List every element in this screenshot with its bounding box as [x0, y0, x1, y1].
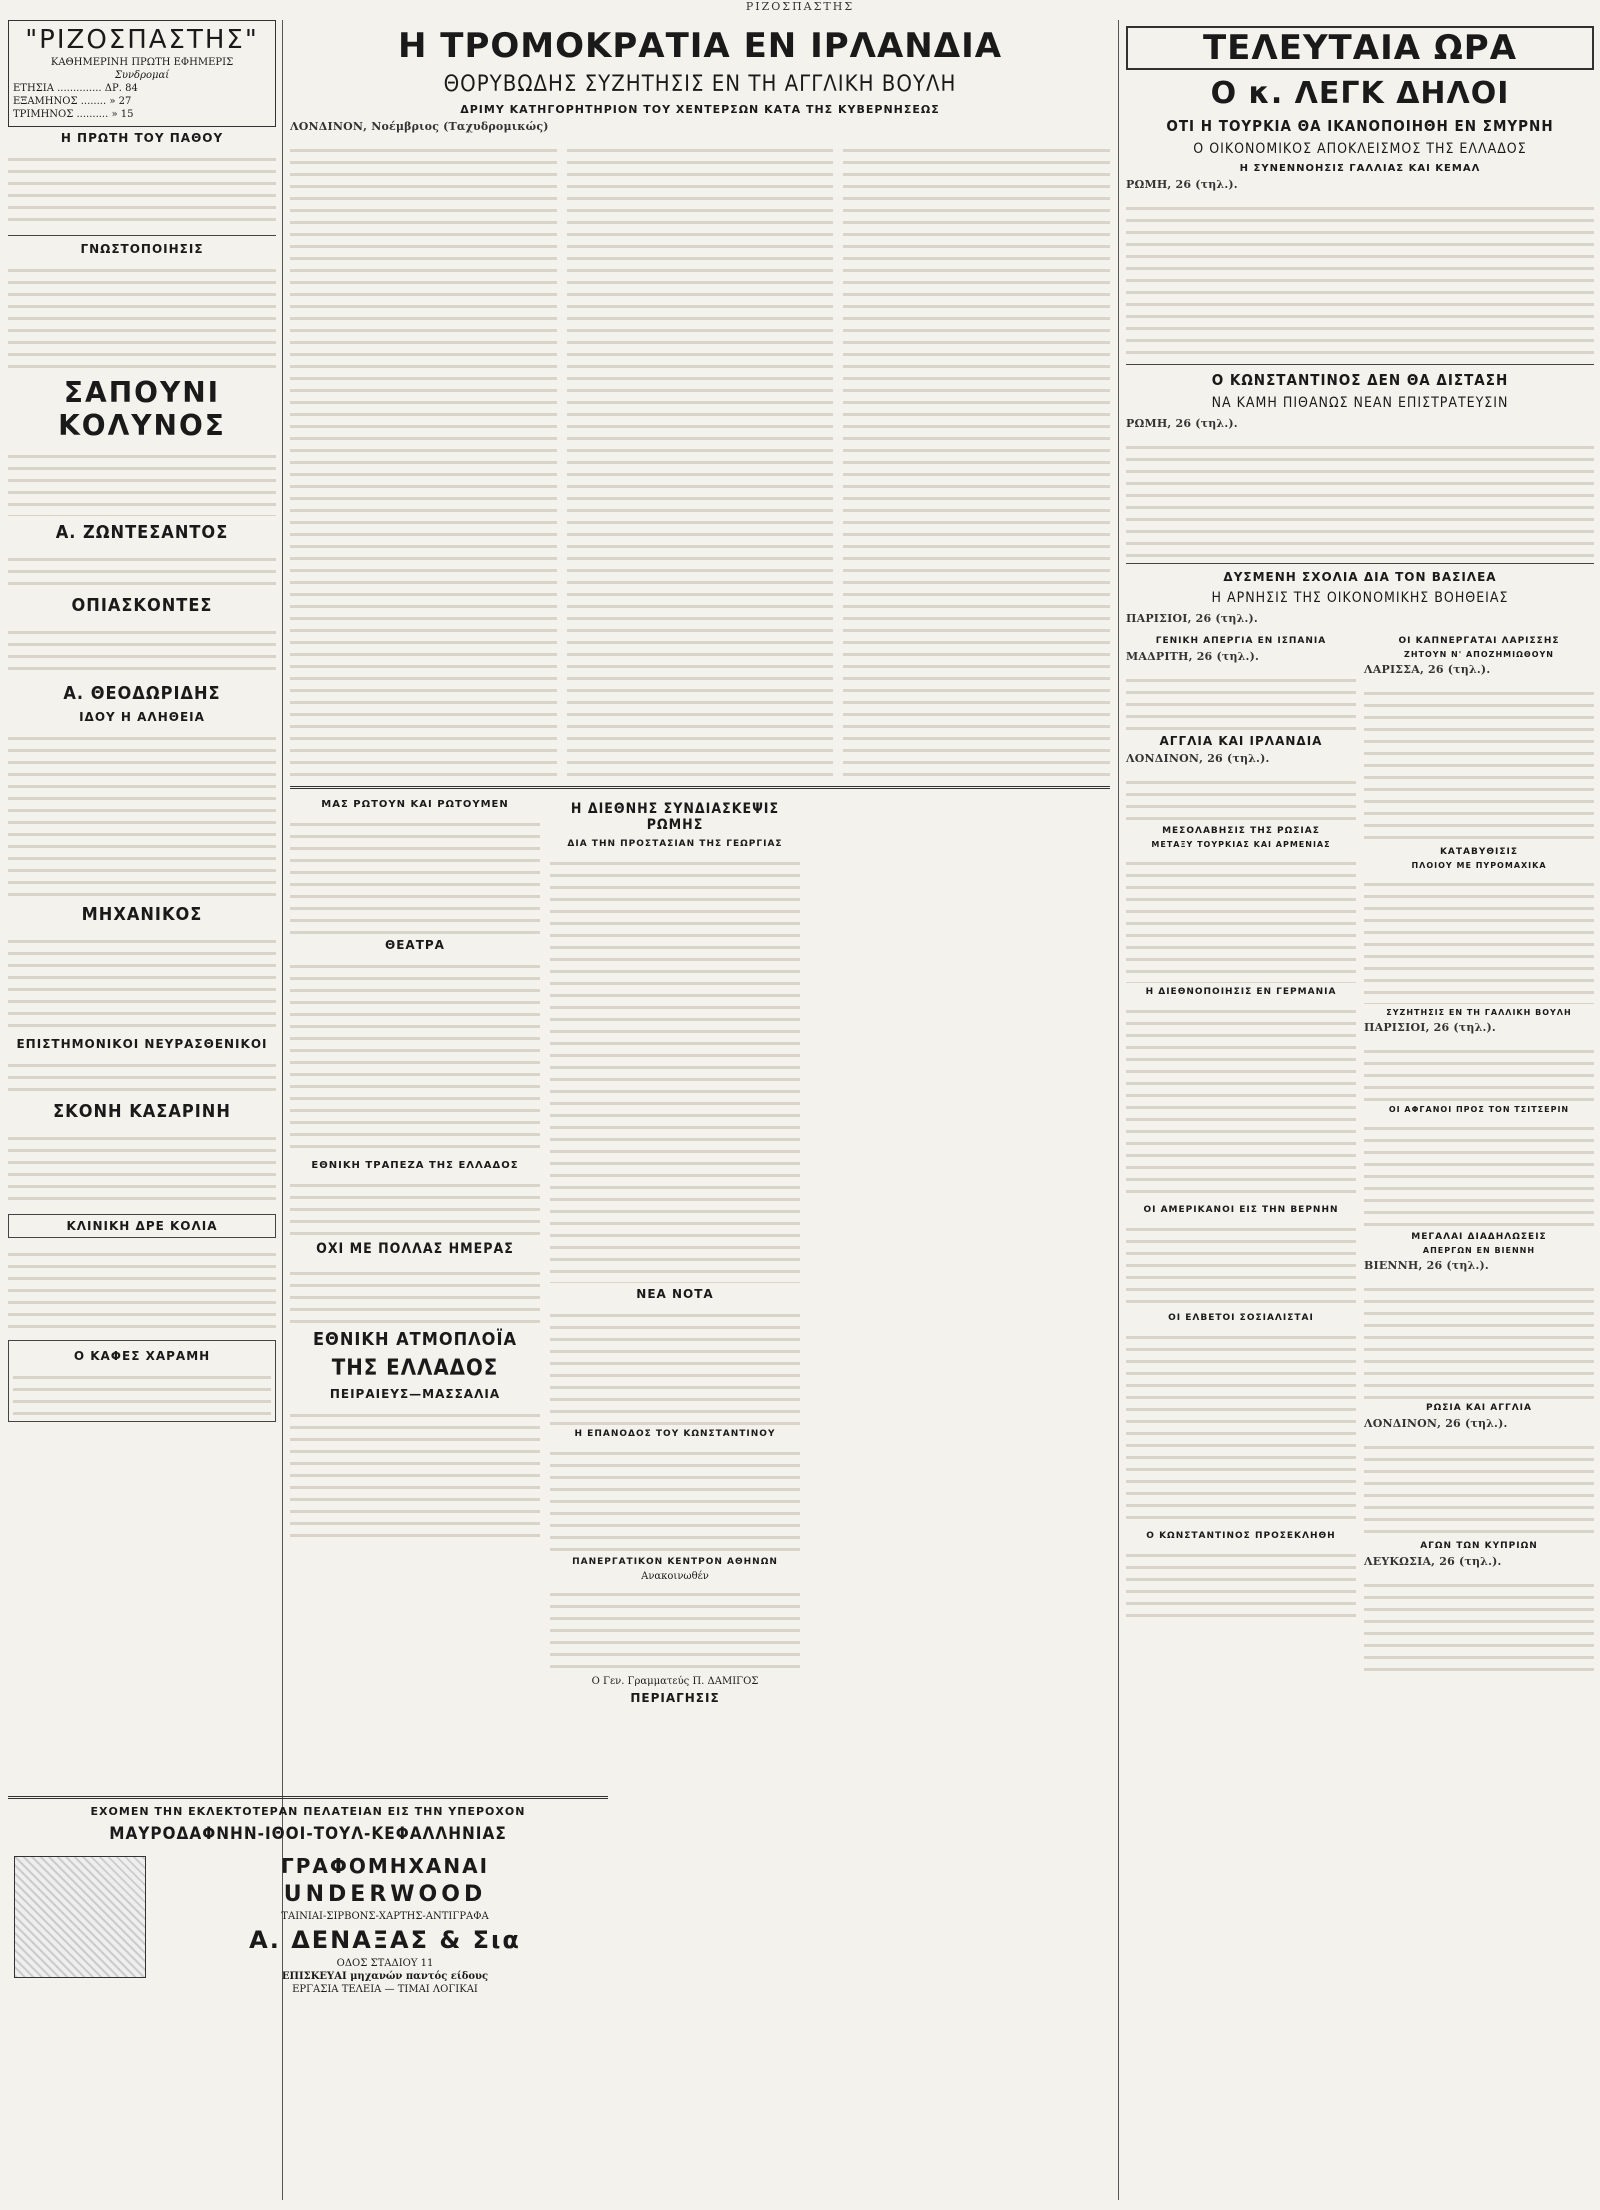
- main-headline: Η ΤΡΟΜΟΚΡΑΤΙΑ ΕΝ ΙΡΛΑΝΔΙΑ: [397, 26, 1003, 66]
- section-sub: ΔΙΑ ΤΗΝ ΠΡΟΣΤΑΣΙΑΝ ΤΗΣ ΓΕΩΡΓΙΑΣ: [567, 839, 783, 849]
- text-block: [8, 728, 276, 898]
- section-head: Ο ΚΩΝΣΤΑΝΤΙΝΟΣ ΠΡΟΣΕΚΛΗΘΗ: [1146, 1531, 1336, 1541]
- section-head: ΚΑΤΑΒΥΘΙΣΙΣ: [1439, 847, 1519, 857]
- ad-wine-line2: ΜΑΥΡΟΔΑΦΝΗΝ-ΙΘΟΙ-ΤΟΥΛ-ΚΕΦΑΛΛΗΝΙΑΣ: [109, 1824, 507, 1844]
- text-block: [550, 853, 800, 1283]
- text-block: [1364, 1041, 1594, 1101]
- column-right: [1126, 20, 1594, 2200]
- section-headline: ΔΥΣΜΕΝΗ ΣΧΟΛΙΑ ΔΙΑ ΤΟΝ ΒΑΣΙΛΕΑ: [1223, 570, 1497, 584]
- ad-heading: ΕΠΙΣΤΗΜΟΝΙΚΟΙ ΝΕΥΡΑΣΘΕΝΙΚΟΙ: [16, 1037, 268, 1051]
- ad-typewriters: ΓΡΑΦΟΜΗΧΑΝΑΙ: [280, 1854, 490, 1878]
- lower-col-c: [810, 795, 1110, 1835]
- lower-center: [290, 795, 1110, 1835]
- ad-heading: ΟΠΙΑΣΚΟΝΤΕΣ: [71, 595, 213, 616]
- dateline: ΜΑΔΡΙΤΗ, 26 (τηλ.).: [1126, 650, 1260, 663]
- ad-brand: UNDERWOOD: [283, 1882, 487, 1907]
- lower-right-col-a: [1126, 632, 1356, 2032]
- dateline: ΡΩΜΗ, 26 (τηλ.).: [1126, 178, 1238, 191]
- text-block: [13, 1367, 271, 1417]
- section-head: ΝΕΑ ΝΟΤΑ: [636, 1287, 714, 1301]
- ad-supplies: ΤΑΙΝΙΑΙ-ΣΙΡΒΟΝΣ-ΧΑΡΤΗΣ-ΑΝΤΙΓΡΑΦΑ: [281, 1911, 489, 1922]
- section-head: ΑΓΓΛΙΑ ΚΑΙ ΙΡΛΑΝΔΙΑ: [1159, 734, 1323, 748]
- ad-heading: ΕΘΝΙΚΗ ΑΤΜΟΠΛΟΪΑ: [312, 1329, 517, 1350]
- subscription-line: ΕΤΗΣΙΑ .............. ΔΡ. 84: [13, 83, 138, 94]
- ad-coffee: [8, 1340, 276, 1422]
- text-block: [1126, 670, 1356, 730]
- section-head: ΟΧΙ ΜΕ ΠΟΛΛΑΣ ΗΜΕΡΑΣ: [316, 1241, 514, 1257]
- text-block: [1126, 1001, 1356, 1201]
- last-hour-banner: ΤΕΛΕΥΤΑΙΑ ΩΡΑ: [1126, 26, 1594, 70]
- dateline: ΛΟΝΔΙΝΟΝ, 26 (τηλ.).: [1364, 1417, 1508, 1430]
- dateline: ΡΩΜΗ, 26 (τηλ.).: [1126, 417, 1238, 430]
- text-block: [1126, 1219, 1356, 1309]
- lower-right-col-b: [1364, 632, 1594, 2032]
- text-block: [1364, 1118, 1594, 1228]
- section-head: ΓΝΩΣΤΟΠΟΙΗΣΙΣ: [80, 242, 204, 256]
- main-subheadline: ΘΟΡΥΒΩΔΗΣ ΣΥΖΗΤΗΣΙΣ ΕΝ ΤΗ ΑΓΓΛΙΚΗ ΒΟΥΛΗ: [443, 72, 957, 97]
- text-block: [8, 1128, 276, 1208]
- ad-heading: ΙΔΟΥ Η ΑΛΗΘΕΙΑ: [79, 710, 205, 724]
- section-head: ΣΥΖΗΤΗΣΙΣ ΕΝ ΤΗ ΓΑΛΛΙΚΗ ΒΟΥΛΗ: [1386, 1008, 1572, 1017]
- text-block: [1126, 198, 1594, 358]
- ad-heading: ΣΚΟΝΗ ΚΑΣΑΡΙΝΗ: [53, 1101, 231, 1122]
- section-head: ΟΙ ΚΑΠΝΕΡΓΑΤΑΙ ΛΑΡΙΣΣΗΣ: [1398, 636, 1560, 646]
- dateline: ΒΙΕΝΝΗ, 26 (τηλ.).: [1364, 1259, 1489, 1272]
- ad-seller: Α. ΔΕΝΑΞΑΣ & Σια: [249, 1926, 521, 1954]
- subscription-line: ΕΞΑΜΗΝΟΣ ........ » 27: [13, 96, 132, 107]
- ad-heading: Α. ΘΕΟΔΩΡΙΔΗΣ: [63, 683, 221, 704]
- typewriter-ad-text: [162, 1850, 608, 1997]
- dateline: ΛΕΥΚΩΣΙΑ, 26 (τηλ.).: [1364, 1555, 1502, 1568]
- ad-repairs: ΕΠΙΣΚΕΥΑΙ μηχανών παντός είδους: [281, 1971, 489, 1982]
- typewriter-illustration: [14, 1856, 146, 1978]
- text-block: [1126, 437, 1594, 557]
- section-sub: Ανακοινωθέν: [641, 1571, 709, 1582]
- section-sub: ΖΗΤΟΥΝ Ν' ΑΠΟΖΗΜΙΩΘΟΥΝ: [1404, 650, 1554, 659]
- section-headline: Ο κ. ΛΕΓΚ ΔΗΛΟΙ: [1210, 76, 1510, 111]
- section-head: ΜΕΓΑΛΑΙ ΔΙΑΔΗΛΩΣΕΙΣ: [1411, 1232, 1547, 1242]
- section-head: ΑΓΩΝ ΤΩΝ ΚΥΠΡΙΩΝ: [1420, 1541, 1538, 1551]
- section-subheadline: ΝΑ ΚΑΜΗ ΠΙΘΑΝΩΣ ΝΕΑΝ ΕΠΙΣΤΡΑΤΕΥΣΙΝ: [1211, 395, 1509, 411]
- section-head: ΜΑΣ ΡΩΤΟΥΝ ΚΑΙ ΡΩΤΟΥΜΕΝ: [321, 799, 509, 810]
- text-block: [1364, 683, 1594, 843]
- section-subheadline: Η ΑΡΝΗΣΙΣ ΤΗΣ ΟΙΚΟΝΟΜΙΚΗΣ ΒΟΗΘΕΙΑΣ: [1211, 590, 1509, 606]
- section-sub: ΑΠΕΡΓΩΝ ΕΝ ΒΙΕΝΝΗ: [1422, 1246, 1536, 1255]
- text-block: [290, 814, 540, 934]
- section-head: ΟΙ ΑΜΕΡΙΚΑΝΟΙ ΕΙΣ ΤΗΝ ΒΕΡΝΗΝ: [1143, 1205, 1339, 1215]
- text-block: [290, 1405, 540, 1545]
- section-head: Η ΠΡΩΤΗ ΤΟΥ ΠΑΘΟΥ: [60, 131, 224, 145]
- text-block: [8, 549, 276, 589]
- text-block: [1364, 1279, 1594, 1399]
- section-head: Η ΕΠΑΝΟΔΟΣ ΤΟΥ ΚΩΝΣΤΑΝΤΙΝΟΥ: [574, 1429, 776, 1439]
- section-subheadline: Ο ΟΙΚΟΝΟΜΙΚΟΣ ΑΠΟΚΛΕΙΣΜΟΣ ΤΗΣ ΕΛΛΑΔΟΣ: [1193, 141, 1527, 157]
- text-column: [290, 140, 557, 780]
- section-head: ΡΩΣΙΑ ΚΑΙ ΑΓΓΛΙΑ: [1426, 1403, 1532, 1413]
- column-rule: [1118, 20, 1119, 2200]
- section-head: ΟΙ ΕΛΒΕΤΟΙ ΣΟΣΙΑΛΙΣΤΑΙ: [1168, 1313, 1314, 1323]
- subscription-title: Συνδρομαί: [114, 70, 170, 81]
- text-block: [8, 149, 276, 229]
- section-head: ΠΕΡΙΑΓΗΣΙΣ: [630, 1691, 720, 1705]
- dateline: ΠΑΡΙΣΙΟΙ, 26 (τηλ.).: [1126, 612, 1258, 625]
- text-block: [290, 956, 540, 1156]
- ad-heading: Α. ΖΩΝΤΕΣΑΝΤΟΣ: [55, 522, 229, 543]
- text-block: [290, 1175, 540, 1235]
- text-block: [550, 1584, 800, 1674]
- ad-footer: ΕΡΓΑΣΙΑ ΤΕΛΕΙΑ — ΤΙΜΑΙ ΛΟΓΙΚΑΙ: [292, 1984, 478, 1995]
- top-strip: ΡΙΖΟΣΠΑΣΤΗΣ: [745, 0, 855, 13]
- text-block: [8, 260, 276, 370]
- section-subheadline: Η ΣΥΝΕΝΝΟΗΣΙΣ ΓΑΛΛΙΑΣ ΚΑΙ ΚΕΜΑΛ: [1239, 163, 1481, 174]
- section-headline: Ο ΚΩΝΣΤΑΝΤΙΝΟΣ ΔΕΝ ΘΑ ΔΙΣΤΑΣΗ: [1211, 371, 1509, 389]
- section-head: Η ΔΙΕΘΝΗΣ ΣΥΝΔΙΑΣΚΕΨΙΣ ΡΩΜΗΣ: [570, 801, 780, 833]
- masthead-title: "ΡΙΖΟΣΠΑΣΤΗΣ": [25, 25, 259, 55]
- ad-heading: ΤΗΣ ΕΛΛΑΔΟΣ: [331, 1356, 499, 1381]
- section-subheadline: ΟΤΙ Η ΤΟΥΡΚΙΑ ΘΑ ΙΚΑΝΟΠΟΙΗΘΗ ΕΝ ΣΜΥΡΝΗ: [1166, 117, 1554, 135]
- bottom-ads: [8, 1790, 608, 2190]
- subscription-line: ΤΡΙΜΗΝΟΣ .......... » 15: [13, 109, 134, 120]
- section-sub: ΠΛΟΙΟΥ ΜΕ ΠΥΡΟΜΑΧΙΚΑ: [1411, 861, 1547, 870]
- ad-wine-line1: ΕΧΟΜΕΝ ΤΗΝ ΕΚΛΕΚΤΟΤΕΡΑΝ ΠΕΛΑΤΕΙΑΝ ΕΙΣ ΤΗΝ ΥΠΕΡΟΧΟΝ: [90, 1805, 526, 1818]
- text-column: [567, 140, 834, 780]
- text-block: [8, 1055, 276, 1095]
- main-subheadline-2: ΔΡΙΜΥ ΚΑΤΗΓΟΡΗΤΗΡΙΟΝ ΤΟΥ ΧΕΝΤΕΡΣΩΝ ΚΑΤΑ ΤΗΣ ΚΥΒΕΡΝΗΣΕΩΣ: [460, 103, 940, 116]
- text-block: [8, 931, 276, 1031]
- text-block: [8, 622, 276, 677]
- section-head: ΟΙ ΑΦΓΑΝΟΙ ΠΡΟΣ ΤΟΝ ΤΣΙΤΣΕΡΙΝ: [1388, 1105, 1570, 1114]
- text-block: [8, 446, 276, 516]
- lower-col-b: [550, 795, 800, 1835]
- text-block: [550, 1443, 800, 1553]
- section-head: ΘΕΑΤΡΑ: [385, 938, 445, 952]
- section-head: ΓΕΝΙΚΗ ΑΠΕΡΓΙΑ ΕΝ ΙΣΠΑΝΙΑ: [1155, 636, 1327, 646]
- main-article-body: [290, 140, 1110, 780]
- lower-right: [1126, 632, 1594, 2032]
- signature: Ο Γεν. Γραμματεύς Π. ΔΑΜΙΓΟΣ: [591, 1676, 759, 1687]
- text-block: [1364, 1437, 1594, 1537]
- ad-coffee-title: Ο ΚΑΦΕΣ ΧΑΡΑΜΗ: [73, 1349, 211, 1363]
- text-block: [1126, 853, 1356, 983]
- masthead-box: [8, 20, 276, 127]
- section-head: ΠΑΝΕΡΓΑΤΙΚΟΝ ΚΕΝΤΡΟΝ ΑΘΗΝΩΝ: [572, 1557, 778, 1567]
- text-block: [8, 1244, 276, 1334]
- text-block: [550, 1305, 800, 1425]
- section-head: ΜΕΣΟΛΑΒΗΣΙΣ ΤΗΣ ΡΩΣΙΑΣ: [1162, 826, 1320, 836]
- section-head: Η ΔΙΕΘΝΟΠΟΙΗΣΙΣ ΕΝ ΓΕΡΜΑΝΙΑ: [1145, 987, 1337, 997]
- masthead-sub: ΚΑΘΗΜΕΡΙΝΗ ΠΡΩΤΗ ΕΦΗΜΕΡΙΣ: [50, 57, 234, 68]
- ad-clinic: ΚΛΙΝΙΚΗ ΔΡΕ ΚΟΛΙΑ: [8, 1214, 276, 1238]
- text-block: [1364, 874, 1594, 1004]
- ad-address: ΟΔΟΣ ΣΤΑΔΙΟΥ 11: [336, 1958, 434, 1969]
- dateline: ΛΟΝΔΙΝΟΝ, 26 (τηλ.).: [1126, 752, 1270, 765]
- dateline: ΛΟΝΔΙΝΟΝ, Νοέμβριος (Ταχυδρομικώς): [290, 120, 549, 133]
- dateline: ΛΑΡΙΣΣΑ, 26 (τηλ.).: [1364, 663, 1491, 676]
- text-block: [1126, 772, 1356, 822]
- lower-col-a: [290, 795, 540, 1835]
- dateline: ΠΑΡΙΣΙΟΙ, 26 (τηλ.).: [1364, 1021, 1496, 1034]
- ad-heading: ΜΗΧΑΝΙΚΟΣ: [81, 904, 203, 925]
- section-head: ΕΘΝΙΚΗ ΤΡΑΠΕΖΑ ΤΗΣ ΕΛΛΑΔΟΣ: [311, 1160, 519, 1171]
- text-block: [1126, 1545, 1356, 1625]
- text-block: [290, 1263, 540, 1323]
- typewriter-ad: [8, 1850, 608, 1997]
- section-sub: ΜΕΤΑΞΥ ΤΟΥΡΚΙΑΣ ΚΑΙ ΑΡΜΕΝΙΑΣ: [1151, 840, 1331, 849]
- ad-soap: ΣΑΠΟΥΝΙ ΚΟΛΥΝΟΣ: [58, 376, 226, 442]
- text-block: [1364, 1575, 1594, 1675]
- ad-heading: ΠΕΙΡΑΙΕΥΣ—ΜΑΣΣΑΛΙΑ: [329, 1387, 501, 1401]
- text-block: [1126, 1327, 1356, 1527]
- text-column: [843, 140, 1110, 780]
